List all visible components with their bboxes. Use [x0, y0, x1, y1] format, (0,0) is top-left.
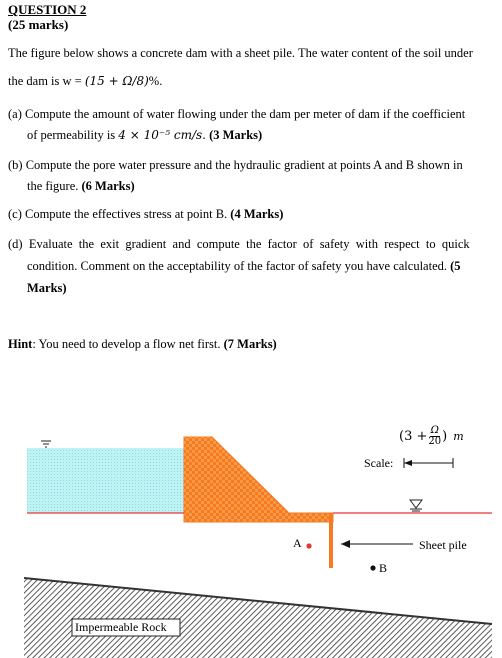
point-b-dot	[370, 565, 375, 570]
scale-formula-left: (3 +	[399, 429, 428, 444]
sheet-pile-label: Sheet pile	[419, 538, 467, 552]
part-d-marks-a: (5	[450, 259, 461, 273]
part-d-marks-b: Marks)	[27, 281, 67, 295]
scale-formula-right: )	[442, 429, 448, 444]
part-b-marks: (6 Marks)	[81, 179, 135, 193]
sheet-pile	[329, 513, 333, 568]
hint-label: Hint	[8, 337, 33, 351]
part-a-marks: (3 Marks)	[209, 128, 263, 142]
scale-numerator: Ω	[430, 425, 439, 436]
water-level-marker-upstream	[41, 441, 51, 447]
rock-label: Impermeable Rock	[75, 620, 167, 634]
water-content-formula: (15 + Ω/8)	[84, 74, 149, 88]
part-b-text: the figure.	[27, 179, 79, 193]
scale-denominator: 20	[428, 436, 442, 447]
scale-fraction	[428, 426, 441, 447]
scale-unit: m	[453, 430, 464, 443]
scale-bar	[404, 458, 453, 468]
scale-label: Scale:	[364, 456, 394, 470]
upstream-water	[27, 448, 184, 513]
intro-suffix: %.	[148, 74, 163, 88]
hint-text: : You need to develop a flow net first.	[32, 337, 221, 351]
water-level-marker-downstream	[410, 500, 422, 511]
scale-formula	[399, 426, 464, 447]
part-a-line-1: (a) Compute the amount of water flowing under the dam per meter of dam if the coefficient	[8, 107, 466, 121]
point-a-dot	[306, 543, 311, 548]
part-a-prefix: of permeability is	[27, 128, 119, 142]
point-a-label: A	[293, 536, 302, 550]
hint-marks: (7 Marks)	[223, 337, 277, 351]
question-marks: (25 marks)	[8, 17, 69, 32]
question-title: QUESTION 2	[8, 2, 87, 17]
point-b-label: B	[379, 561, 388, 575]
part-c-marks: (4 Marks)	[230, 207, 284, 221]
part-c-text: (c) Compute the effectives stress at point B.	[8, 207, 228, 221]
intro-prefix: the dam is w =	[8, 74, 85, 88]
part-d-line-1: (d) Evaluate the exit gradient and compute the factor of safety with respect to quick	[8, 237, 470, 251]
part-b-line-1: (b) Compute the pore water pressure and the hydraulic gradient at points A and B shown in	[8, 158, 463, 172]
intro-line-1: The figure below shows a concrete dam with a sheet pile. The water content of the soil under	[8, 46, 473, 60]
part-d-text: condition. Comment on the acceptability of the factor of safety you have calculated.	[27, 259, 447, 273]
permeability-value: 4 × 10⁻⁵ cm/s.	[118, 128, 206, 142]
